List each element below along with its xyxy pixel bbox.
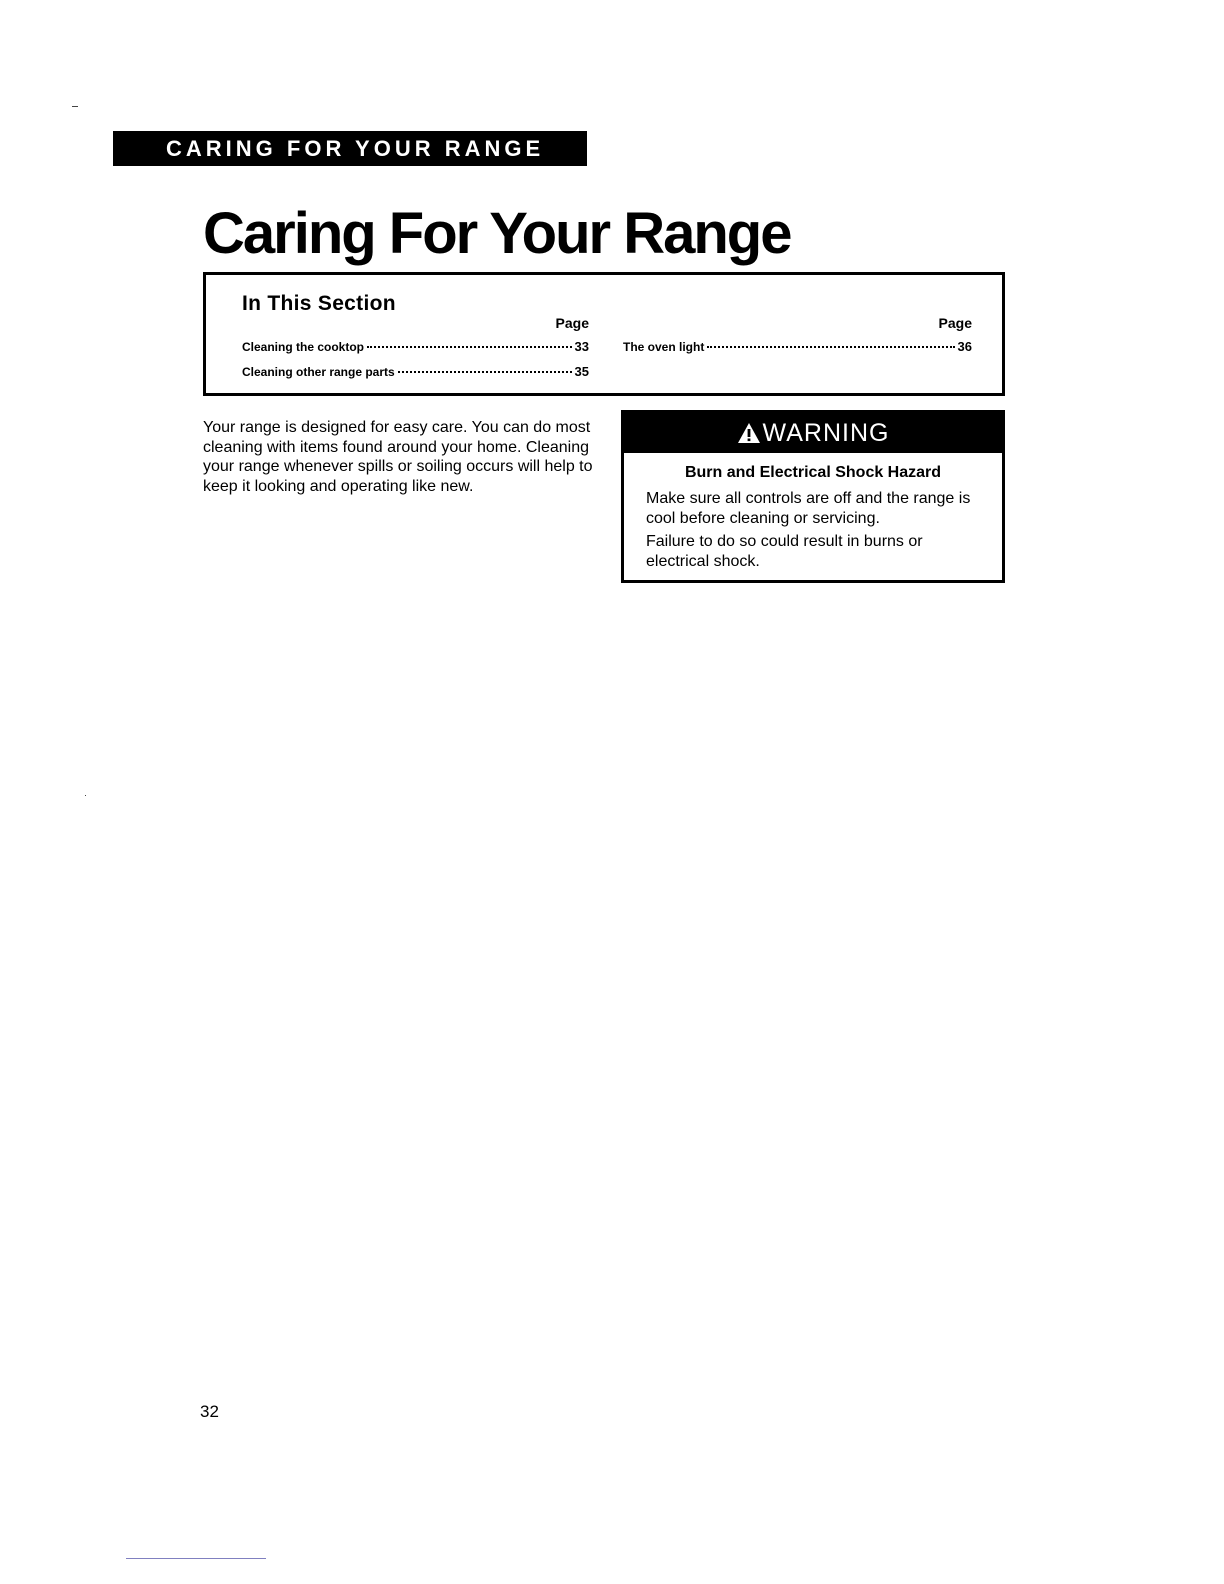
toc-entry-cleaning-other-parts[interactable] bbox=[242, 359, 589, 384]
intro-paragraph: Your range is designed for easy care. You can do most cleaning with items found around your home. Cleaning your range whenever spills or soiling occurs will help to keep it looking and operating like new. bbox=[203, 419, 593, 495]
toc-leader-dots bbox=[367, 346, 572, 348]
page-title: Caring For Your Range bbox=[203, 201, 791, 266]
toc-entry-cleaning-cooktop[interactable] bbox=[242, 334, 589, 359]
warning-paragraph: Make sure all controls are off and the range is cool before cleaning or servicing. bbox=[646, 490, 971, 527]
section-banner: CARING FOR YOUR RANGE bbox=[113, 131, 587, 166]
warning-subtitle: Burn and Electrical Shock Hazard bbox=[684, 464, 942, 481]
toc-page-label: Page bbox=[938, 315, 972, 331]
warning-header bbox=[624, 413, 1002, 453]
page-number: 32 bbox=[200, 1402, 219, 1421]
toc-entry-page: 33 bbox=[574, 339, 589, 354]
toc-entry-page: 35 bbox=[574, 364, 589, 379]
warning-box bbox=[621, 410, 1005, 583]
toc-entry-oven-light[interactable] bbox=[623, 334, 972, 359]
toc-leader-dots bbox=[707, 346, 954, 348]
toc-entry-label: Cleaning other range parts bbox=[242, 365, 395, 379]
warning-triangle-icon bbox=[737, 422, 761, 444]
toc-column-left bbox=[242, 312, 589, 384]
warning-label: WARNING bbox=[762, 418, 890, 447]
scan-mark bbox=[85, 795, 86, 796]
toc-column-right bbox=[623, 312, 972, 359]
toc-entry-label: Cleaning the cooktop bbox=[242, 340, 365, 354]
toc-page-label: Page bbox=[555, 315, 589, 331]
toc-entry-label: The oven light bbox=[623, 340, 705, 354]
footer-rule bbox=[126, 1558, 266, 1559]
toc-heading: In This Section bbox=[242, 292, 396, 315]
in-this-section-box bbox=[203, 272, 1005, 396]
toc-entry-page: 36 bbox=[957, 339, 972, 354]
warning-paragraph: Failure to do so could result in burns or electrical shock. bbox=[646, 533, 923, 570]
toc-leader-dots bbox=[398, 371, 572, 373]
scan-mark bbox=[72, 106, 78, 107]
